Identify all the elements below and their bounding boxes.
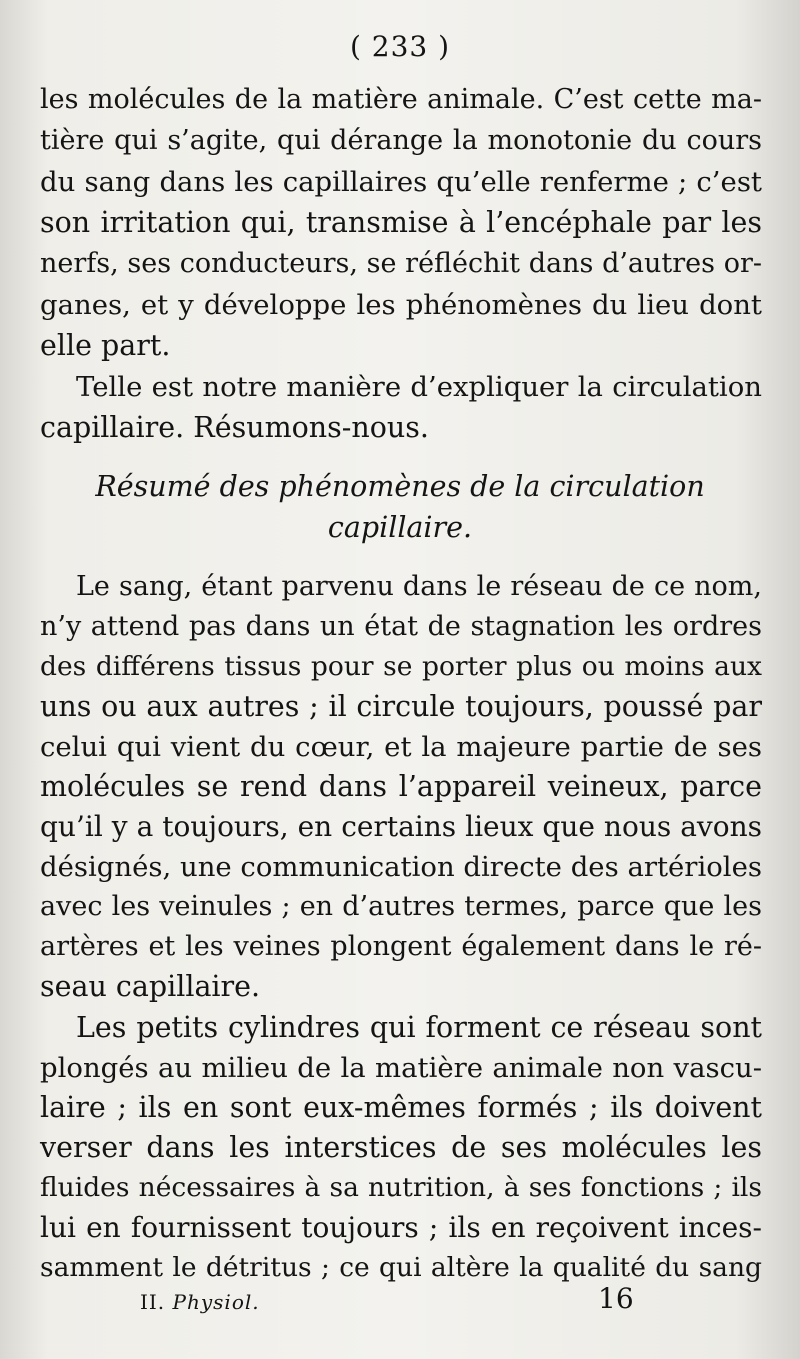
text-line: celui qui vient du cœur, et la majeure partie de ses: [40, 731, 762, 763]
section-heading: Résumé des phénomènes de la circulation: [95, 470, 705, 503]
text-line: elle part.: [40, 329, 171, 362]
text-line: fluides nécessaires à sa nutrition, à ses fonctions ; ils: [40, 1172, 762, 1203]
section-heading-continued: capillaire.: [327, 511, 473, 544]
text-line: son irritation qui, transmise à l’encéphale par les: [40, 206, 762, 239]
text-line: Telle est notre manière d’expliquer la circulation: [76, 371, 762, 403]
text-line: uns ou aux autres ; il circule toujours, poussé par: [40, 690, 762, 723]
text-line: du sang dans les capillaires qu’elle renferme ; c’est: [40, 166, 762, 198]
text-line: plongés au milieu de la matière animale non vascu-: [40, 1052, 762, 1084]
signature-footer: [140, 1290, 260, 1314]
text-line: nerfs, ses conducteurs, se réfléchit dans d’autres or-: [40, 248, 762, 279]
signature-label: II.: [140, 1290, 166, 1314]
text-line: Le sang, étant parvenu dans le réseau de ce nom,: [76, 571, 762, 602]
text-line: artères et les veines plongent également dans le ré-: [40, 931, 762, 962]
text-line: verser dans les interstices de ses molécules les: [40, 1131, 762, 1164]
text-line: désignés, une communication directe des artérioles: [40, 851, 762, 883]
text-line: Les petits cylindres qui forment ce réseau sont: [76, 1011, 762, 1044]
text-line: laire ; ils en sont eux-mêmes formés ; ils doivent: [40, 1091, 762, 1124]
text-line: des différens tissus pour se porter plus ou moins aux: [40, 651, 762, 682]
text-line: ganes, et y développe les phénomènes du lieu dont: [40, 289, 762, 321]
text-line: avec les veinules ; en d’autres termes, parce que les: [40, 891, 762, 922]
text-line: tière qui s’agite, qui dérange la monotonie du cours: [40, 125, 762, 156]
text-line: n’y attend pas dans un état de stagnation les ordres: [40, 611, 762, 642]
text-line: qu’il y a toujours, en certains lieux que nous avons: [40, 810, 762, 843]
text-line: lui en fournissent toujours ; ils en reçoivent inces-: [40, 1211, 762, 1244]
text-line: samment le détritus ; ce qui altère la qualité du sang: [40, 1252, 762, 1283]
text-line: seau capillaire.: [40, 970, 261, 1003]
page-number: ( 233 ): [349, 30, 451, 63]
text-line: capillaire. Résumons-nous.: [40, 411, 429, 444]
text-line: les molécules de la matière animale. C’est cette ma-: [40, 84, 762, 115]
text-line: molécules se rend dans l’appareil veineux, parce: [40, 770, 762, 803]
signature-italic: Physiol.: [172, 1290, 260, 1314]
signature-mark: 16: [598, 1282, 634, 1315]
